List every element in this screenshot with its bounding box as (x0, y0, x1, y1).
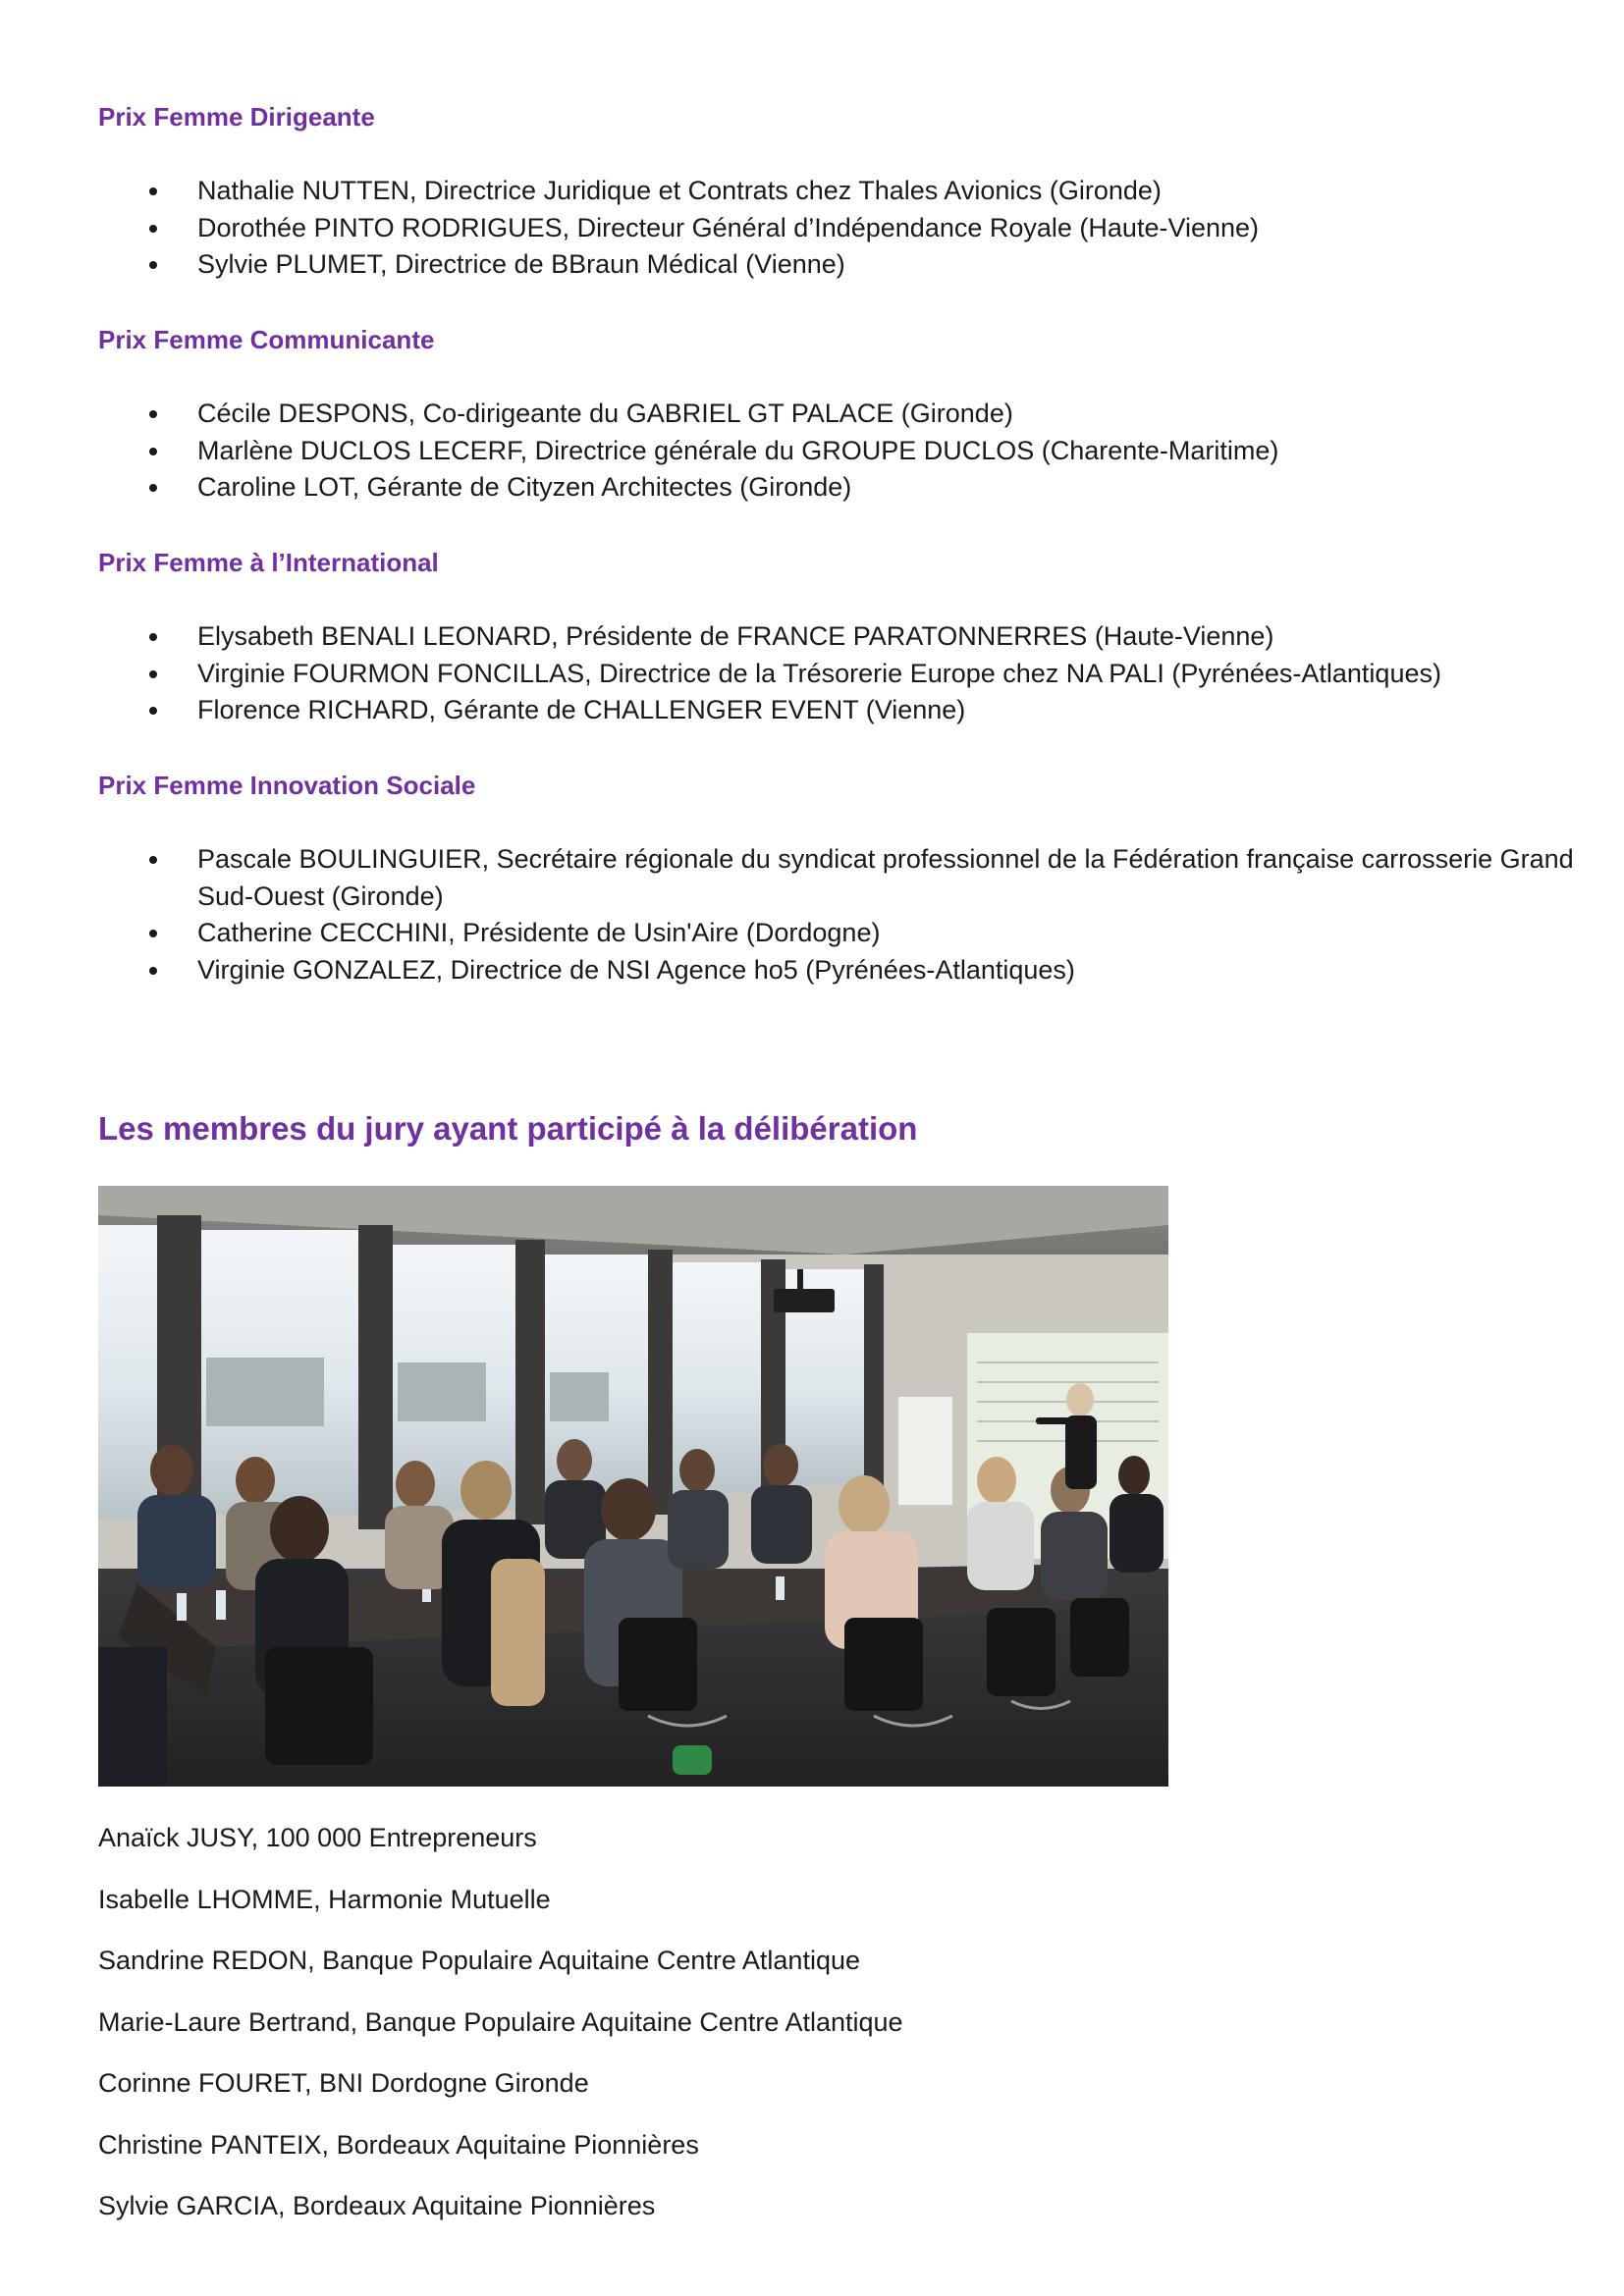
jury-member: Anaïck JUSY, 100 000 Entrepreneurs (98, 1823, 537, 1852)
category-list-dirigeante (98, 173, 1532, 284)
jury-member: Marie-Laure Bertrand, Banque Populaire Aquitaine Centre Atlantique (98, 2006, 903, 2037)
list-item: Marlène DUCLOS LECERF, Directrice générale du GROUPE DUCLOS (Charente-Maritime) (98, 433, 1532, 470)
list-item: Cécile DESPONS, Co-dirigeante du GABRIEL GT PALACE (Gironde) (98, 396, 1532, 433)
category-list-innovation-sociale (98, 841, 1574, 988)
category-title-international: Prix Femme à l’International (98, 548, 439, 577)
list-item: Virginie GONZALEZ, Directrice de NSI Agence ho5 (Pyrénées-Atlantiques) (98, 952, 1532, 989)
list-item: Pascale BOULINGUIER, Secrétaire régionale du syndicat professionnel de la Fédération française carrosserie Grand Sud-Ouest (Gironde) (98, 841, 1611, 915)
category-title-dirigeante: Prix Femme Dirigeante (98, 102, 375, 132)
jury-member: Isabelle LHOMME, Harmonie Mutuelle (98, 1884, 551, 1914)
category-list-communicante (98, 396, 1532, 507)
jury-member: Corinne FOURET, BNI Dordogne Gironde (98, 2068, 589, 2098)
list-item: Virginie FOURMON FONCILLAS, Directrice de la Trésorerie Europe chez NA PALI (Pyrénées-Atlantiques) (98, 656, 1532, 693)
list-item: Florence RICHARD, Gérante de CHALLENGER EVENT (Vienne) (98, 692, 1532, 729)
list-item: Catherine CECCHINI, Présidente de Usin'Aire (Dordogne) (98, 915, 1532, 952)
list-item: Dorothée PINTO RODRIGUES, Directeur Général d’Indépendance Royale (Haute-Vienne) (98, 210, 1532, 247)
category-title-innovation-sociale: Prix Femme Innovation Sociale (98, 771, 476, 800)
jury-member: Sandrine REDON, Banque Populaire Aquitaine Centre Atlantique (98, 1946, 860, 1975)
jury-members-list (98, 1821, 903, 2251)
list-item: Elysabeth BENALI LEONARD, Présidente de FRANCE PARATONNERRES (Haute-Vienne) (98, 618, 1532, 656)
jury-meeting-photo (98, 1186, 1168, 1787)
category-title-communicante: Prix Femme Communicante (98, 325, 435, 354)
list-item: Caroline LOT, Gérante de Cityzen Architectes (Gironde) (98, 469, 1532, 507)
list-item: Nathalie NUTTEN, Directrice Juridique et Contrats chez Thales Avionics (Gironde) (98, 173, 1532, 210)
jury-member: Sylvie GARCIA, Bordeaux Aquitaine Pionnières (98, 2191, 656, 2220)
list-item: Sylvie PLUMET, Directrice de BBraun Médical (Vienne) (98, 246, 1532, 284)
category-list-international (98, 618, 1532, 729)
jury-member: Christine PANTEIX, Bordeaux Aquitaine Pionnières (98, 2129, 699, 2160)
jury-heading: Les membres du jury ayant participé à la délibération (98, 1110, 918, 1147)
